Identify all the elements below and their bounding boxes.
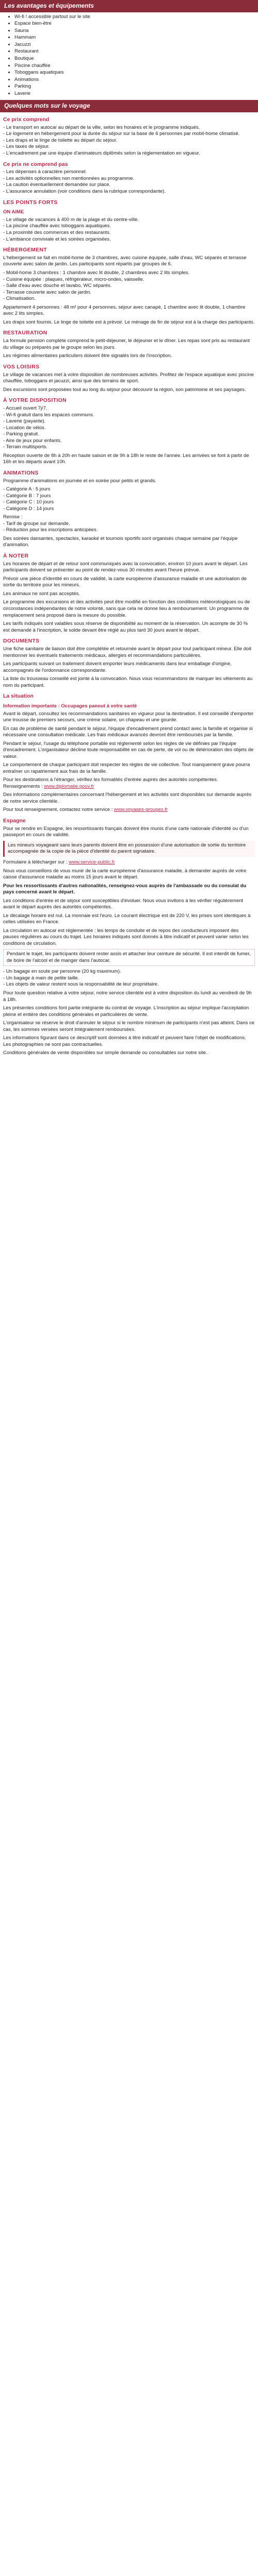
paragraph: [3, 255, 255, 268]
paragraph: [3, 536, 255, 549]
paragraph-text: Programme d'animations en journée et en soirée pour petits et grands.: [3, 478, 157, 484]
section-title: ANIMATIONS: [3, 469, 39, 476]
external-link[interactable]: www.voyages-groupes.fr: [114, 807, 168, 813]
paragraph-text: Avant le départ, consultez les recommandations sanitaires en vigueur pour la destination. Il est conseillé d'emporter une trousse de premiers secours, une crème solaire, un chapeau et une gourde.: [3, 710, 254, 723]
paragraph-text: - Catégorie A : 5 jours - Catégorie B : 7 jours - Catégorie C : 10 jours - Catégorie D : 14 jours: [3, 486, 54, 512]
page: [0, 0, 258, 1057]
feature-item: • Sauna: [14, 28, 255, 35]
paragraph: [3, 591, 255, 598]
paragraph-text: - Le village de vacances à 400 m de la plage et du centre-ville. - La piscine chauffée avec toboggans aquatiques. - La proximité des commerces et des restaurants. - L'ambiance conviviale et les soirées organisées.: [3, 216, 139, 242]
paragraph: [3, 217, 255, 243]
paragraph-text: Les participants suivant un traitement doivent emporter leurs médicaments dans leur emballage d'origine, accompagnés de l'ordonnance correspondante.: [3, 661, 232, 673]
paragraph-text: Les présentes conditions font partie intégrante du contrat de voyage. L'inscription au séjour implique l'acceptation pleine et entière des conditions générales et particulières de vente.: [3, 1005, 249, 1018]
paragraph-text: L'hébergement se fait en mobil-home de 3 chambres, avec cuisine équipée, salle d'eau, WC séparés et terrasse couverte avec salon de jardin. Les participants sont répartis par groupes de 6.: [3, 255, 247, 267]
section-title: RESTAURATION: [3, 330, 47, 336]
paragraph: [3, 969, 255, 988]
paragraph: [3, 1050, 255, 1057]
paragraph: [3, 646, 255, 659]
paragraph: [3, 859, 255, 866]
paragraph-text: Le comportement de chaque participant doit respecter les règles de vie collective. Tout manquement grave pourra entraîner un rapatriement aux frais de la famille.: [3, 762, 250, 774]
paragraph-text: Pour les destinations à l'étranger, vérifiez les formalités d'entrée auprès des autorités compétentes. Renseignements :: [3, 777, 218, 789]
paragraph: [3, 561, 255, 574]
feature-item: • Laverie: [14, 91, 255, 97]
paragraph-text: Les mineurs voyageant sans leurs parents doivent être en possession d'une autorisation de sortie du territoire accompagnée de la copie de la pièce d'identité du parent signataire.: [8, 842, 246, 855]
paragraph-text: Des soirées dansantes, spectacles, karaoké et tournois sportifs sont organisés chaque semaine par l'équipe d'animation.: [3, 535, 238, 548]
paragraph-text: La formule pension complète comprend le petit-déjeuner, le déjeuner et le dîner. Les repas sont pris au restaurant du village ou préparés par le groupe selon les jours.: [3, 338, 250, 350]
external-link[interactable]: www.service-public.fr: [69, 859, 115, 865]
paragraph: [3, 711, 255, 724]
paragraph-text: Les conditions d'entrée et de séjour sont susceptibles d'évoluer. Nous vous invitons à les vérifier régulièrement avant le départ auprès des autorités compétentes.: [3, 897, 244, 910]
paragraph: [3, 576, 255, 589]
paragraph-text: Les draps sont fournis. Le linge de toilette est à prévoir. Le ménage de fin de séjour est à la charge des participants.: [3, 319, 255, 325]
section-title: HÉBERGEMENT: [3, 247, 47, 253]
paragraph-text: Pendant le séjour, l'usage du téléphone portable est réglementé selon les règles de vie définies par l'équipe d'encadrement. L'organisateur décline toute responsabilité en cas de perte, de vol ou de détérioration des objets de valeur.: [3, 740, 254, 759]
paragraph-text: Conditions générales de vente disponibles sur simple demande ou consultables sur notre site.: [3, 1050, 207, 1056]
callout-box: [3, 841, 255, 857]
paragraph: [3, 676, 255, 689]
paragraph: [3, 486, 255, 512]
paragraph-text: Le décalage horaire est nul. La monnaie est l'euro. Le courant électrique est de 220 V, les prises sont identiques à celles utilisées en France.: [3, 912, 251, 925]
paragraph: [3, 621, 255, 634]
paragraph-text: - Le transport en autocar au départ de la ville, selon les horaires et le programme indiqués. - Le logement en hébergement pour la durée du séjour sur la base de 6 personnes par mobil-home climatisé. - Les draps et le linge de toilette au départ du séjour. - Les taxes de séjour. - L'encadrement par une équipe d'animateurs diplômés selon la réglementation en vigueur.: [3, 124, 240, 157]
paragraph: [3, 726, 255, 739]
paragraph: [3, 762, 255, 775]
paragraph: [3, 599, 255, 619]
paragraph: [3, 1035, 255, 1048]
feature-item: • Toboggans aquatiques: [14, 70, 255, 76]
feature-item: • Parking: [14, 83, 255, 90]
section-title: À NOTER: [3, 552, 29, 559]
paragraph: [3, 928, 255, 947]
paragraph: [3, 372, 255, 385]
subsection-title: Information importante : Occupages panout à votre santé: [3, 703, 137, 709]
paragraph-text: Appartement 4 personnes : 48 m² pour 4 personnes, séjour avec canapé, 1 chambre avec lit double, 1 chambre avec 2 lits simples.: [3, 304, 246, 317]
feature-item: • Espace bien-être: [14, 21, 255, 27]
paragraph-text: - Accueil ouvert 7j/7. - Wi-fi gratuit dans les espaces communs. - Laverie (payante). - Location de vélos. - Parking gratuit. - Aire de jeux pour enfants. - Terrain multisports.: [3, 405, 94, 450]
paragraph-text: Remise : - Tarif de groupe sur demande. - Réduction pour les inscriptions anticipées.: [3, 514, 98, 533]
paragraph-text: - Les dépenses à caractère personnel. - Les activités optionnelles non mentionnées au programme. - La caution éventuellement demandée sur place. - L'assurance annulation (voir conditions dans la rubrique correspondante).: [3, 169, 166, 194]
paragraph-text: Le programme des excursions et des activités peut être modifié en fonction des conditions météorologiques ou de circonstances indépendantes de notre volonté, sans que cela ne donne lieu à remboursement. Un programme de remplacement sera proposé dans la mesure du possible.: [3, 599, 250, 618]
paragraph: [3, 883, 255, 896]
section-title: Espagne: [3, 817, 26, 824]
paragraph-text: Prévoir une pièce d'identité en cours de validité, la carte européenne d'assurance maladie et une autorisation de sortie du territoire pour les mineurs.: [3, 575, 247, 588]
paragraph-text: Pour toute question relative à votre séjour, notre service clientèle est à votre disposition du lundi au vendredi de 9h à 18h.: [3, 990, 252, 1003]
paragraph-text: La circulation en autocar est réglementée : les temps de conduite et de repos des conducteurs imposent des pauses régulières au cours du trajet. Les horaires indiqués sont donnés à titre indicatif et peuvent varier selon les conditions de circulation.: [3, 927, 249, 946]
paragraph: [3, 777, 255, 790]
paragraph-text: La liste du trousseau conseillé est jointe à la convocation. Nous vous recommandons de marquer les vêtements au nom du participant.: [3, 676, 253, 688]
feature-item: • Hammam: [14, 35, 255, 41]
paragraph: [3, 169, 255, 195]
feature-item: • Piscine chauffée: [14, 63, 255, 70]
paragraph-text: - Un bagage en soute par personne (20 kg maximum). - Un bagage à main de petite taille. - Les objets de valeur restent sous la responsabilité de leur propriétaire.: [3, 969, 159, 988]
paragraph: [3, 898, 255, 911]
paragraph-text: Le village de vacances met à votre disposition de nombreuses activités. Profitez de l'espace aquatique avec piscine chauffée, toboggans et jacuzzi, ainsi que des terrains de sport.: [3, 371, 254, 384]
questions-banner: Quelques mots sur le voyage: [0, 100, 258, 112]
paragraph-text: Des informations complémentaires concernant l'hébergement et les activités sont disponibles sur demande auprès de notre service clientèle.: [3, 792, 252, 804]
main-content: [3, 116, 255, 1057]
features-list: [3, 14, 255, 97]
external-link[interactable]: www.diplomatie.gouv.fr: [44, 783, 94, 789]
paragraph: [3, 661, 255, 674]
section-title: DOCUMENTS: [3, 638, 40, 645]
feature-item: • Boutique: [14, 56, 255, 62]
paragraph-text: Des excursions sont proposées tout au long du séjour pour découvrir la région, son patrimoine et ses paysages.: [3, 386, 246, 393]
section-title: Ce prix ne comprend pas: [3, 161, 68, 167]
paragraph: [3, 319, 255, 326]
paragraph: [3, 387, 255, 394]
section-title: Ce prix comprend: [3, 116, 50, 123]
paragraph: [3, 338, 255, 351]
paragraph: [3, 807, 255, 814]
paragraph-text: Les horaires de départ et de retour sont communiqués avec la convocation, environ 10 jours avant le départ. Les participants doivent se présenter au point de rendez-vous 30 minutes avant l'heure prévue.: [3, 561, 248, 573]
paragraph-text: Formulaire à télécharger sur :: [3, 859, 68, 865]
paragraph-text: En cas de problème de santé pendant le séjour, l'équipe d'encadrement prend contact avec la famille et organise si nécessaire une consultation médicale. Les frais médicaux avancés devront être remboursés par la famille.: [3, 725, 253, 738]
paragraph: [3, 270, 255, 302]
paragraph: [3, 826, 255, 839]
paragraph: [3, 478, 255, 485]
feature-item: • Animations: [14, 77, 255, 83]
paragraph-text: Les tarifs indiqués sont valables sous réserve de disponibilité au moment de la réservation. Un acompte de 30 % est demandé à l'inscription, le solde devant être réglé au plus tard 30 jours avant le départ.: [3, 621, 248, 633]
paragraph-text: Les informations figurant dans ce descriptif sont données à titre indicatif et peuvent faire l'objet de modifications. Les photographies ne sont pas contractuelles.: [3, 1035, 246, 1047]
info-box: [3, 949, 255, 966]
section-title: À VOTRE DISPOSITION: [3, 397, 67, 404]
paragraph-text: Pendant le trajet, les participants doivent rester assis et attacher leur ceinture de sécurité. Il est interdit de fumer, de boire de l'alcool et de manger dans l'autocar.: [7, 951, 251, 963]
paragraph: [3, 125, 255, 157]
paragraph-text: Une fiche sanitaire de liaison doit être complétée et retournée avant le départ pour tout participant mineur. Elle doit mentionner les éventuels traitements médicaux, allergies et recommandations particulières.: [3, 646, 252, 658]
paragraph: [3, 514, 255, 534]
paragraph-text: - Mobil-home 3 chambres : 1 chambre avec lit double, 2 chambres avec 2 lits simples. - Cuisine équipée : plaques, réfrigérateur, micro-ondes, vaisselle. - Salle d'eau avec douche et lavabo, WC séparés. - Terrasse couverte avec salon de jardin. - Climatisation.: [3, 269, 190, 302]
section-title: VOS LOISIRS: [3, 363, 40, 370]
paragraph: [3, 913, 255, 926]
feature-item: • Wi-fi ! accessible partout sur le site: [14, 14, 255, 21]
paragraph: [3, 453, 255, 466]
paragraph: [3, 353, 255, 360]
paragraph: [3, 1005, 255, 1018]
paragraph: [3, 868, 255, 881]
paragraph: [3, 1020, 255, 1033]
feature-item: • Restaurant: [14, 48, 255, 55]
paragraph-text: Nous vous conseillons de vous munir de la carte européenne d'assurance maladie, à demander auprès de votre caisse d'assurance maladie au moins 15 jours avant le départ.: [3, 868, 247, 880]
section-title: LES POINTS FORTS: [3, 199, 58, 206]
paragraph-text: Pour les ressortissants d'autres nationalités, renseignez-vous auprès de l'ambassade ou du consulat du pays concerné avant le départ.: [3, 883, 247, 895]
paragraph-text: Pour tout renseignement, contactez notre service :: [3, 807, 113, 813]
paragraph-text: Les animaux ne sont pas acceptés.: [3, 590, 80, 597]
subsection-title: ON AIME: [3, 209, 24, 215]
paragraph: [3, 405, 255, 451]
paragraph-text: Réception ouverte de 8h à 20h en haute saison et de 9h à 18h le reste de l'année. Les arrivées se font à partir de 16h et les départs avant 10h.: [3, 452, 249, 465]
paragraph: [3, 741, 255, 760]
paragraph: [3, 304, 255, 317]
paragraph-text: Les régimes alimentaires particuliers doivent être signalés lors de l'inscription.: [3, 353, 172, 359]
features-banner: Les avantages et équipements: [0, 0, 258, 12]
paragraph-text: L'organisateur se réserve le droit d'annuler le séjour si le nombre minimum de participants n'est pas atteint. Dans ce cas, les sommes versées seront intégralement remboursées.: [3, 1020, 255, 1032]
section-title: La situation: [3, 693, 34, 700]
paragraph: [3, 990, 255, 1003]
feature-item: • Jacuzzi: [14, 42, 255, 48]
paragraph-text: Pour se rendre en Espagne, les ressortissants français doivent être munis d'une carte nationale d'identité ou d'un passeport en cours de validité.: [3, 825, 249, 838]
paragraph: [3, 792, 255, 805]
